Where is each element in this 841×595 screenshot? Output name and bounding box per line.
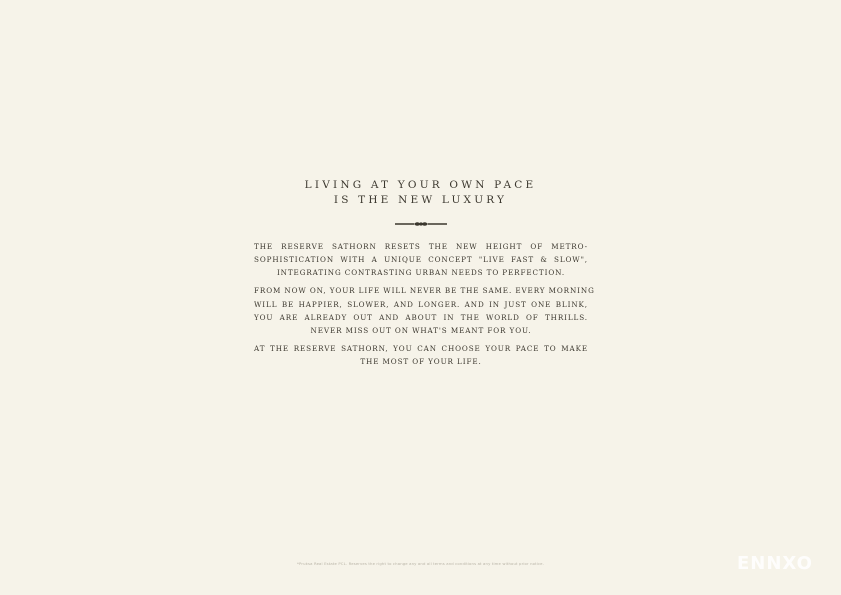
- text-line: NEVER MISS OUT ON WHAT'S MEANT FOR YOU.: [310, 326, 532, 336]
- watermark-logo: ENNXO: [737, 553, 813, 574]
- text-line: SOPHISTICATION WITH A UNIQUE CONCEPT "LIVE FAST & SLOW",: [254, 255, 588, 265]
- legal-disclaimer: *Pruksa Real Estate PCL. Reserves the right to change any and all terms and conditions at any time without prior notice.: [296, 561, 545, 566]
- text-line: WILL BE HAPPIER, SLOWER, AND LONGER. AND IN JUST ONE BLINK,: [254, 299, 588, 309]
- text-line: THE MOST OF YOUR LIFE.: [360, 357, 482, 367]
- text-line: THE RESERVE SATHORN RESETS THE NEW HEIGHT OF METRO-: [254, 242, 588, 251]
- paragraph-2: [254, 284, 595, 337]
- paragraph-3: [254, 342, 588, 368]
- headline: [0, 178, 841, 208]
- text-line: AT THE RESERVE SATHORN, YOU CAN CHOOSE YOUR PACE TO MAKE: [254, 344, 588, 354]
- text-line: INTEGRATING CONTRASTING URBAN NEEDS TO PERFECTION.: [276, 268, 566, 278]
- headline-line-2: IS THE NEW LUXURY: [333, 194, 508, 206]
- text-line: YOU ARE ALREADY OUT AND ABOUT IN THE WORLD OF THRILLS.: [254, 312, 588, 322]
- decorative-divider-icon: [395, 218, 447, 230]
- paragraph-1: [254, 240, 588, 280]
- text-line: FROM NOW ON, YOUR LIFE WILL NEVER BE THE SAME. EVERY MORNING: [254, 286, 595, 296]
- body-copy: [254, 240, 595, 373]
- headline-line-1: LIVING AT YOUR OWN PACE: [304, 179, 537, 191]
